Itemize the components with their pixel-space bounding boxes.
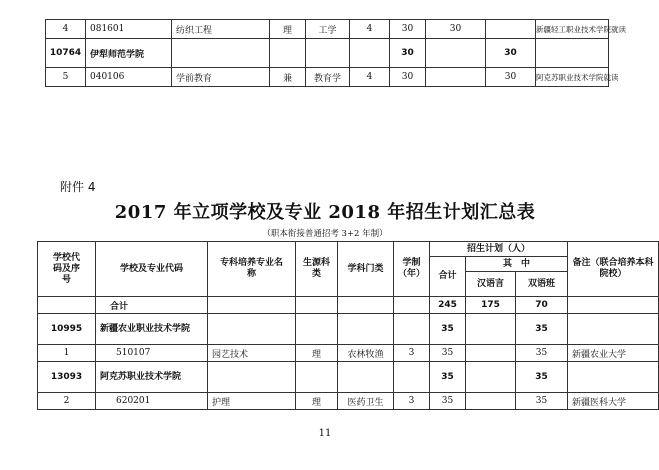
cell-source (296, 362, 338, 393)
table-row (38, 393, 659, 410)
cell-category (338, 314, 394, 345)
cell-years (394, 362, 430, 393)
cell-note (568, 362, 659, 393)
cell-major: 护理 (208, 393, 296, 410)
cell-source (296, 297, 338, 314)
cell-note: 新疆医科大学 (568, 393, 659, 410)
cell-han: 30 (426, 20, 486, 39)
table-row (46, 68, 609, 87)
cell-type: 兼 (270, 68, 306, 87)
cell-major (208, 297, 296, 314)
cell-note: 阿克苏职业技术学院就读 (536, 68, 609, 87)
cell-years: 3 (394, 393, 430, 410)
cell-total: 35 (430, 393, 466, 410)
cell-shuang: 35 (516, 314, 568, 345)
cell-code: 13093 (38, 362, 96, 393)
cell-code: 4 (46, 20, 86, 39)
header-school-code: 学校代码及序号 (38, 242, 96, 297)
cell-source: 理 (296, 345, 338, 362)
cell-years (350, 39, 390, 68)
cell-han (466, 345, 516, 362)
cell-category: 农林牧渔 (338, 345, 394, 362)
cell-school: 620201 (96, 393, 208, 410)
page-subtitle: （职本衔接普通招考 3+2 年制） (262, 229, 388, 239)
header-category: 学科门类 (338, 242, 394, 297)
page-number: 11 (318, 428, 332, 439)
cell-code: 2 (38, 393, 96, 410)
table-row (38, 297, 659, 314)
header-source: 生源科类 (296, 242, 338, 297)
cell-school: 合计 (96, 297, 208, 314)
cell-years: 4 (350, 20, 390, 39)
cell-type: 理 (270, 20, 306, 39)
cell-major-code: 081601 (86, 20, 172, 39)
table-row (38, 314, 659, 345)
cell-note: 新疆轻工职业技术学院就读 (536, 20, 609, 39)
cell-total: 245 (430, 297, 466, 314)
cell-total: 30 (390, 20, 426, 39)
header-row (38, 242, 659, 257)
cell-shuang: 35 (516, 345, 568, 362)
cell-han (426, 39, 486, 68)
cell-years (394, 297, 430, 314)
cell-source: 理 (296, 393, 338, 410)
cell-note (536, 39, 609, 68)
top-table (45, 19, 626, 87)
summary-table (37, 241, 659, 410)
cell-category (306, 39, 350, 68)
cell-total: 35 (430, 345, 466, 362)
cell-school: 510107 (96, 345, 208, 362)
header-among: 其 中 (466, 257, 568, 272)
cell-note (568, 314, 659, 345)
cell-shuang: 35 (516, 362, 568, 393)
cell-shuang: 30 (486, 39, 536, 68)
cell-code (38, 297, 96, 314)
header-note: 备注（联合培养本科院校） (568, 242, 659, 297)
cell-shuang: 70 (516, 297, 568, 314)
cell-code: 1 (38, 345, 96, 362)
header-school-major: 学校及专业代码 (96, 242, 208, 297)
cell-major (208, 362, 296, 393)
cell-major (172, 39, 270, 68)
cell-school: 阿克苏职业技术学院 (96, 362, 208, 393)
cell-shuang (486, 20, 536, 39)
header-years: 学制（年） (394, 242, 430, 297)
cell-shuang: 30 (486, 68, 536, 87)
cell-han: 175 (466, 297, 516, 314)
header-han: 汉语言 (466, 272, 516, 297)
cell-category: 教育学 (306, 68, 350, 87)
cell-note: 新疆农业大学 (568, 345, 659, 362)
table-row (38, 362, 659, 393)
cell-han (426, 68, 486, 87)
cell-note (568, 297, 659, 314)
cell-major: 纺织工程 (172, 20, 270, 39)
cell-han (466, 393, 516, 410)
cell-category (338, 297, 394, 314)
cell-category: 医药卫生 (338, 393, 394, 410)
cell-major: 学前教育 (172, 68, 270, 87)
table-row (38, 345, 659, 362)
cell-category (338, 362, 394, 393)
cell-years (394, 314, 430, 345)
cell-school: 伊犁师范学院 (86, 39, 172, 68)
cell-type (270, 39, 306, 68)
cell-school: 新疆农业职业技术学院 (96, 314, 208, 345)
cell-total: 35 (430, 362, 466, 393)
cell-total: 30 (390, 39, 426, 68)
cell-major: 园艺技术 (208, 345, 296, 362)
cell-years: 4 (350, 68, 390, 87)
cell-major-code: 040106 (86, 68, 172, 87)
cell-category: 工学 (306, 20, 350, 39)
cell-years: 3 (394, 345, 430, 362)
page-title: 2017 年立项学校及专业 2018 年招生计划汇总表 (114, 202, 536, 223)
cell-code: 10995 (38, 314, 96, 345)
header-major-name: 专科培养专业名称 (208, 242, 296, 297)
header-shuang: 双语班 (516, 272, 568, 297)
header-total: 合计 (430, 257, 466, 297)
cell-source (296, 314, 338, 345)
table-row (46, 20, 609, 39)
cell-shuang: 35 (516, 393, 568, 410)
cell-total: 30 (390, 68, 426, 87)
cell-major (208, 314, 296, 345)
cell-code: 10764 (46, 39, 86, 68)
attachment-label: 附件 4 (60, 180, 96, 194)
cell-total: 35 (430, 314, 466, 345)
header-plan: 招生计划（人） (430, 242, 568, 257)
cell-han (466, 314, 516, 345)
cell-han (466, 362, 516, 393)
table-row (46, 39, 609, 68)
cell-code: 5 (46, 68, 86, 87)
